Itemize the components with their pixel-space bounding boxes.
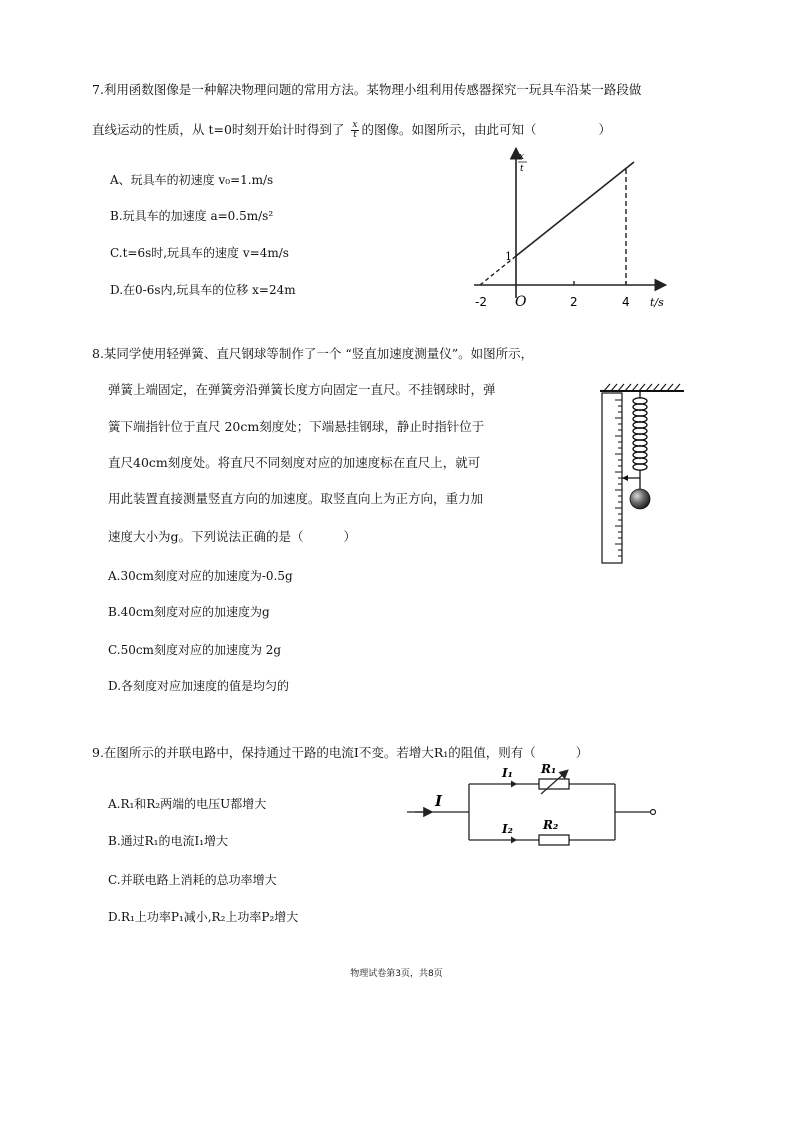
q7-option-b[interactable]: B.玩具车的加速度 a=0.5m/s²: [110, 209, 274, 223]
q8-line-2: 簧下端指针位于直尺 20cm刻度处；下端悬挂钢球，静止时指针位于: [108, 419, 485, 434]
q7-y-label-num: x: [519, 152, 525, 162]
q9-stem-close: ）: [575, 745, 589, 760]
q9-option-a[interactable]: A.R₁和R₂两端的电压U都增大: [108, 797, 267, 811]
q7-xt-graph: [468, 140, 678, 315]
q7-stem-line2-tail: 的图像。如图所示，由此可知（: [361, 122, 537, 137]
q7-fraction: [351, 121, 358, 140]
q9-resistor-r1: [539, 779, 569, 789]
q7-x-axis-label: t/s: [650, 296, 664, 309]
q7-graph-line: [516, 162, 634, 256]
q8-steel-ball: [630, 489, 650, 509]
q7-option-d[interactable]: D.在0-6s内,玩具车的位移 x=24m: [110, 283, 296, 297]
q9-option-c[interactable]: C.并联电路上消耗的总功率增大: [108, 873, 277, 887]
q7-stem-line2-text: 直线运动的性质，从 t=0时刻开始计时得到了: [92, 122, 345, 137]
q7-tick-label-2: 2: [570, 295, 578, 309]
q8-line-5: [108, 529, 356, 545]
q7-stem-close: ）: [598, 122, 612, 137]
q8-spring-ruler-figure: [598, 382, 688, 566]
q7-origin-label: O: [515, 294, 527, 310]
q8-line-3: 直尺40cm刻度处。将直尺不同刻度对应的加速度标在直尺上，就可: [108, 455, 481, 470]
q8-stem-close: ）: [343, 529, 357, 544]
q7-option-c[interactable]: C.t=6s时,玩具车的速度 v=4m/s: [110, 246, 289, 260]
q8-line-4: 用此装置直接测量竖直方向的加速度。取竖直向上为正方向，重力加: [108, 491, 484, 506]
q7-tick-label-4: 4: [622, 295, 630, 309]
q7-intercept-label: 1: [505, 250, 512, 263]
q9-label-R2: R₂: [543, 818, 559, 832]
q8-option-a[interactable]: A.30cm刻度对应的加速度为-0.5g: [108, 569, 293, 583]
q8-option-b[interactable]: B.40cm刻度对应的加速度为g: [108, 605, 270, 619]
q7-tick-label-neg2: -2: [475, 295, 487, 309]
q9-option-b[interactable]: B.通过R₁的电流I₁增大: [108, 834, 229, 848]
q8-option-c[interactable]: C.50cm刻度对应的加速度为 2g: [108, 643, 282, 657]
q9-label-I: I: [435, 792, 443, 810]
q7-stem-line1: 7.利用函数图像是一种解决物理问题的常用方法。某物理小组利用传感器探究一玩具车沿某一路段做: [92, 82, 642, 97]
q7-frac-num: x: [352, 120, 358, 130]
q7-option-a[interactable]: A、玩具车的初速度 v₀=1.m/s: [110, 173, 274, 187]
q8-option-d[interactable]: D.各刻度对应加速度的值是均匀的: [108, 679, 290, 693]
q9-label-I2: I₂: [502, 822, 513, 836]
q9-resistor-r2: [539, 835, 569, 845]
q7-frac-den: t: [353, 130, 357, 140]
q9-stem-text: 9.在图所示的并联电路中，保持通过干路的电流I不变。若增大R₁的阻值，则有（: [92, 745, 536, 760]
q9-label-R1: R₁: [541, 762, 557, 776]
q9-option-d[interactable]: D.R₁上功率P₁减小,R₂上功率P₂增大: [108, 910, 299, 924]
q8-stem-line1: 8.某同学使用轻弹簧、直尺钢球等制作了一个 “竖直加速度测量仪”。如图所示，: [92, 346, 534, 361]
q9-i2-arrow: [511, 837, 517, 844]
q8-line-5-text: 速度大小为g。下列说法正确的是（: [108, 529, 304, 544]
q9-label-I1: I₁: [502, 766, 513, 780]
q8-ceiling-hatch: [604, 384, 680, 391]
q9-i1-arrow: [511, 781, 517, 788]
q9-parallel-circuit: [405, 758, 660, 850]
page-footer: 物理试卷第3页，共8页: [350, 969, 443, 979]
q8-pointer-tip: [622, 475, 628, 481]
q8-spring: [633, 391, 647, 490]
q7-y-label-den: t: [520, 164, 524, 174]
q8-line-1: 弹簧上端固定，在弹簧旁沿弹簧长度方向固定一直尺。不挂钢球时，弹: [108, 382, 496, 397]
q9-terminal: [651, 810, 656, 815]
q7-stem-line2: [92, 121, 611, 140]
